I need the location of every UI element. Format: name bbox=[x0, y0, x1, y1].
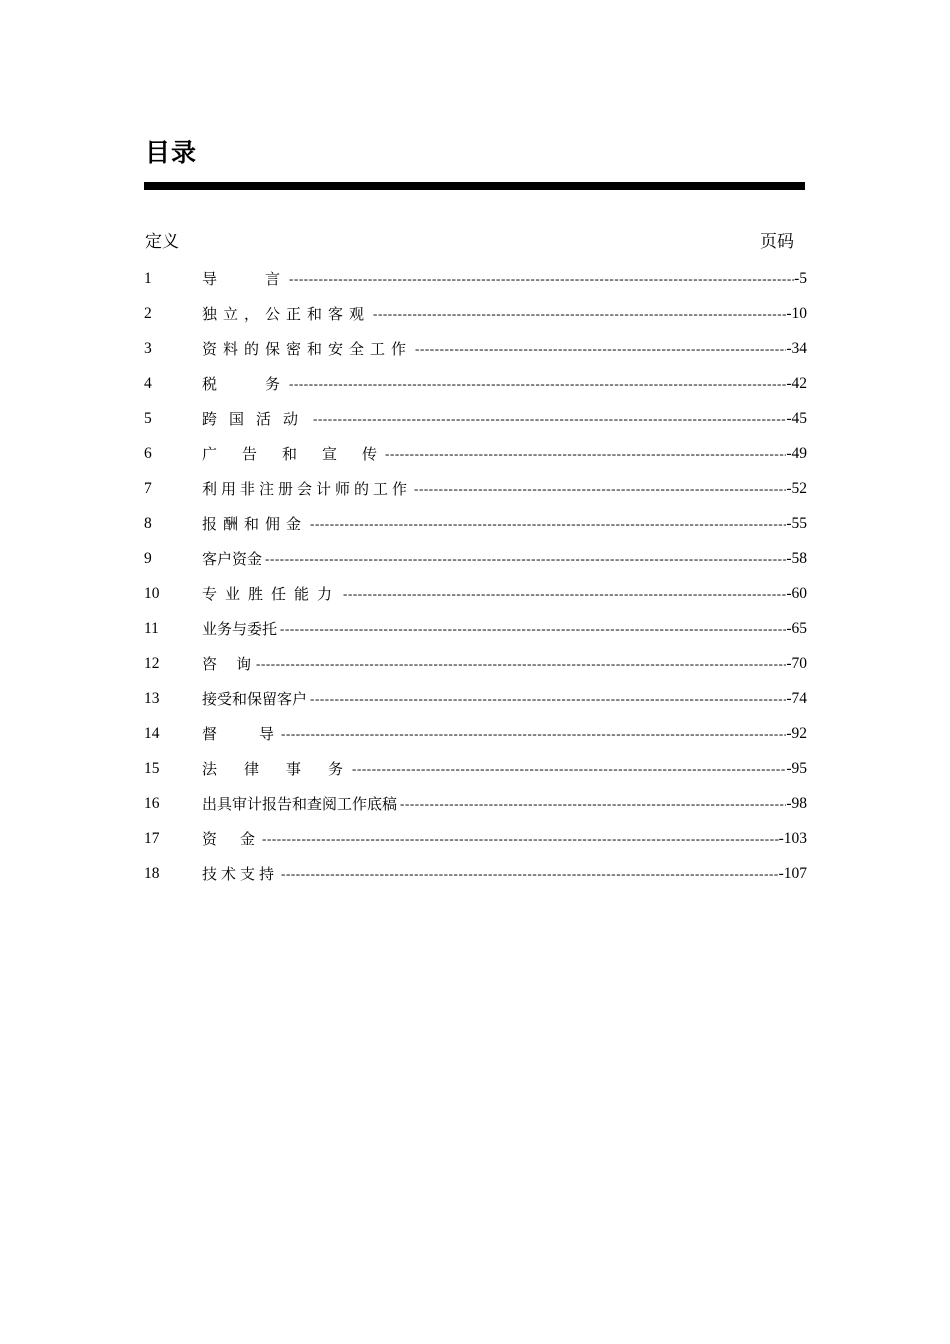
toc-leader-dashes bbox=[259, 830, 779, 848]
page-title: 目录 bbox=[145, 138, 198, 167]
toc-entry-number: 10 bbox=[144, 585, 160, 602]
toc-entry-page: -10 bbox=[786, 305, 807, 322]
toc-entry-number: 16 bbox=[144, 795, 160, 812]
toc-entry-page: -5 bbox=[794, 270, 807, 287]
toc-leader-dashes bbox=[307, 515, 786, 533]
toc-leader-dashes bbox=[286, 375, 786, 393]
toc-entry-title: 督 导 bbox=[202, 725, 279, 743]
toc-entry-number: 12 bbox=[144, 655, 160, 672]
toc-entry[interactable] bbox=[144, 323, 807, 358]
toc-entry[interactable] bbox=[144, 288, 807, 323]
toc-leader-dashes bbox=[310, 410, 786, 428]
toc-entry[interactable] bbox=[144, 498, 807, 533]
toc-entry-number: 18 bbox=[144, 865, 160, 882]
toc-entry[interactable] bbox=[144, 428, 807, 463]
header-page-number: 页码 bbox=[760, 232, 794, 252]
toc-entry-title: 资料的保密和安全工作 bbox=[202, 340, 413, 358]
toc-entry-page: -103 bbox=[778, 830, 807, 847]
toc-leader-dashes bbox=[277, 620, 786, 638]
toc-entry[interactable] bbox=[144, 358, 807, 393]
toc-entry-number: 1 bbox=[144, 270, 152, 287]
toc-leader-dashes bbox=[286, 270, 794, 288]
toc-entry-title: 法 律 事 务 bbox=[202, 760, 350, 778]
toc-leader-dashes bbox=[397, 795, 786, 813]
toc-entry-number: 17 bbox=[144, 830, 160, 847]
toc-entry[interactable] bbox=[144, 813, 807, 848]
toc-entry[interactable] bbox=[144, 253, 807, 288]
toc-entry-title: 接受和保留客户 bbox=[202, 690, 308, 708]
toc-entry[interactable] bbox=[144, 638, 807, 673]
toc-leader-dashes bbox=[307, 690, 786, 708]
toc-entry-title: 客户资金 bbox=[202, 550, 263, 568]
toc-entry[interactable] bbox=[144, 603, 807, 638]
toc-entry-number: 15 bbox=[144, 760, 160, 777]
toc-entry-title: 报酬和佣金 bbox=[202, 515, 308, 533]
toc-entry-page: -65 bbox=[786, 620, 807, 637]
toc-entry[interactable] bbox=[144, 568, 807, 603]
toc-leader-dashes bbox=[340, 585, 786, 603]
toc-entry-title: 导 言 bbox=[202, 270, 287, 288]
toc-entry-title: 业务与委托 bbox=[202, 620, 278, 638]
toc-entry-title: 独立，公正和客观 bbox=[202, 305, 371, 323]
toc-leader-dashes bbox=[349, 760, 786, 778]
toc-leader-dashes bbox=[412, 340, 786, 358]
toc-entry-page: -45 bbox=[786, 410, 807, 427]
toc-entry-number: 13 bbox=[144, 690, 160, 707]
toc-entry-page: -95 bbox=[786, 760, 807, 777]
toc-leader-dashes bbox=[382, 445, 786, 463]
toc-entry-page: -74 bbox=[786, 690, 807, 707]
toc-leader-dashes bbox=[253, 655, 786, 673]
table-of-contents bbox=[144, 253, 807, 883]
toc-entry-title: 出具审计报告和查阅工作底稿 bbox=[202, 795, 398, 813]
toc-entry-title: 技术支持 bbox=[202, 865, 279, 883]
toc-entry-title: 资 金 bbox=[202, 830, 260, 848]
toc-entry-number: 9 bbox=[144, 550, 152, 567]
toc-entry-page: -58 bbox=[786, 550, 807, 567]
toc-entry-page: -92 bbox=[786, 725, 807, 742]
toc-entry-page: -107 bbox=[778, 865, 807, 882]
toc-entry[interactable] bbox=[144, 463, 807, 498]
toc-entry[interactable] bbox=[144, 533, 807, 568]
toc-entry-number: 2 bbox=[144, 305, 152, 322]
toc-entry-number: 3 bbox=[144, 340, 152, 357]
toc-leader-dashes bbox=[411, 480, 786, 498]
toc-entry-title: 广 告 和 宣 传 bbox=[202, 445, 383, 463]
toc-entry[interactable] bbox=[144, 708, 807, 743]
toc-entry[interactable] bbox=[144, 393, 807, 428]
toc-leader-dashes bbox=[262, 550, 786, 568]
toc-entry-title: 跨国活动 bbox=[202, 410, 311, 428]
toc-leader-dashes bbox=[278, 865, 779, 883]
toc-entry-page: -70 bbox=[786, 655, 807, 672]
toc-leader-dashes bbox=[278, 725, 786, 743]
toc-entry-page: -60 bbox=[786, 585, 807, 602]
toc-entry-number: 11 bbox=[144, 620, 159, 637]
toc-entry-number: 6 bbox=[144, 445, 152, 462]
toc-entry-title: 税 务 bbox=[202, 375, 287, 393]
toc-entry-number: 7 bbox=[144, 480, 152, 497]
toc-entry[interactable] bbox=[144, 848, 807, 883]
toc-entry[interactable] bbox=[144, 743, 807, 778]
toc-entry-page: -49 bbox=[786, 445, 807, 462]
toc-entry[interactable] bbox=[144, 778, 807, 813]
toc-leader-dashes bbox=[370, 305, 786, 323]
toc-entry-number: 8 bbox=[144, 515, 152, 532]
header-definition: 定义 bbox=[145, 232, 179, 252]
toc-entry-page: -42 bbox=[786, 375, 807, 392]
toc-entry-number: 14 bbox=[144, 725, 160, 742]
title-rule bbox=[144, 182, 805, 190]
toc-entry-title: 咨 询 bbox=[202, 655, 254, 673]
toc-entry-number: 4 bbox=[144, 375, 152, 392]
toc-entry-title: 利用非注册会计师的工作 bbox=[202, 480, 412, 498]
toc-entry[interactable] bbox=[144, 673, 807, 708]
toc-entry-page: -52 bbox=[786, 480, 807, 497]
toc-entry-page: -55 bbox=[786, 515, 807, 532]
toc-entry-title: 专业胜任能力 bbox=[202, 585, 341, 603]
toc-entry-number: 5 bbox=[144, 410, 152, 427]
toc-entry-page: -98 bbox=[786, 795, 807, 812]
toc-entry-page: -34 bbox=[786, 340, 807, 357]
